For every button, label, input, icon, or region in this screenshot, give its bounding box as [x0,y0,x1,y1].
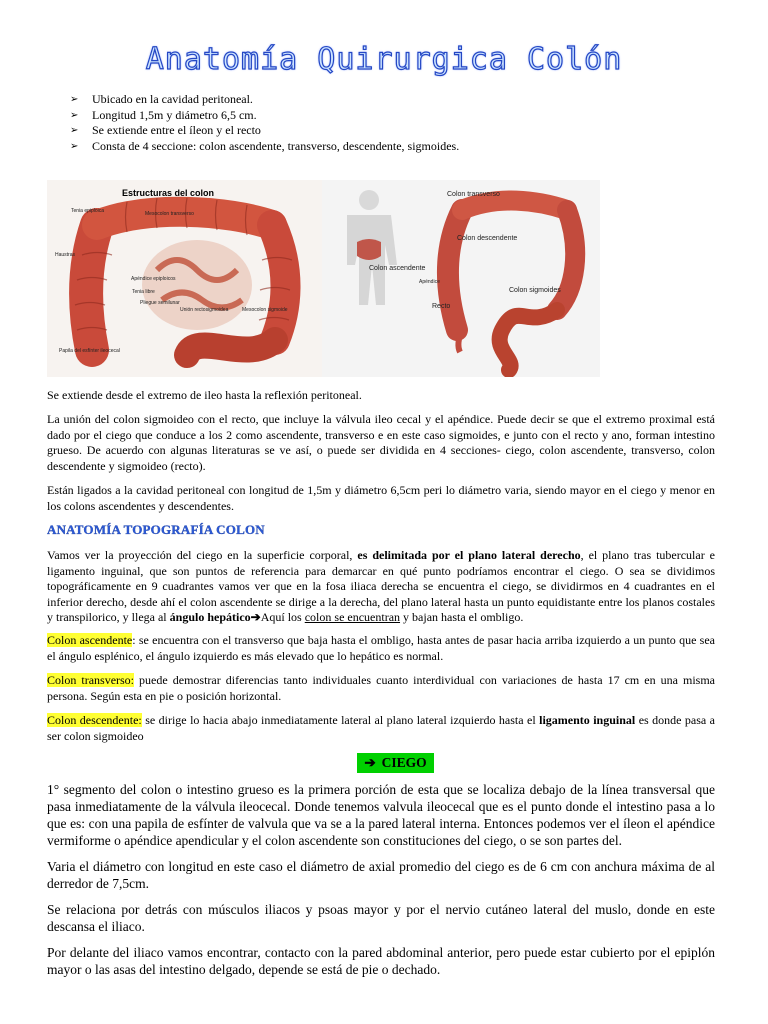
paragraph: Se relaciona por detrás con músculos iliacos y psoas mayor y por el nervio cutáneo lateral del muslo, donde en este descansa el iliaco. [47,902,715,934]
figure-label: Colon transverso [447,191,500,198]
figure-label: Unión rectosigmoidea [180,307,229,313]
document-title: Anatomía Quirurgica Colón [145,42,623,77]
arrow-bullet-icon: ➢ [70,109,79,121]
paragraph: Varia el diámetro con longitud en este caso el diámetro de axial promedio del ciego es de 6 cm con anchura máxima de al derredor de 7,5cm. [47,859,715,891]
highlighted-term: Colon descendente: [47,713,142,727]
arrow-bullet-icon: ➢ [70,125,79,136]
figure-label: Pliegue semilunar [140,300,180,306]
section-heading: ANATOMÍA TOPOGRAFÍA COLON [47,522,265,537]
right-arrow-icon: ➔ [250,610,261,624]
right-arrow-icon: ➔ [364,755,376,770]
figure-label: Colon sigmoides [509,287,561,294]
figure-label: Apéndice [419,279,440,285]
colon-illustration [47,180,600,377]
arrow-bullet-icon: ➢ [70,140,79,152]
figure-label: Tenia libre [132,289,155,295]
summary-bullet-list [70,92,459,154]
paragraph: Por delante del iliaco vamos encontrar, contacto con la pared abdominal anterior, pero puede estar cubierto por el epiplón mayor o las asas del intestino delgado, depende se está de pie o dechado. [47,945,715,977]
highlighted-term: Colon ascendente [47,633,133,647]
list-item: ➢ Se extiende entre el íleon y el recto [70,123,261,137]
colon-anatomy-figure [47,180,600,377]
figure-label: Apéndice epiploicos [131,276,176,282]
figure-label: Colon descendente [457,235,518,242]
highlighted-term: Colon transverso: [47,673,135,687]
ciego-heading: ➔ CIEGO [357,753,434,773]
list-item: ➢ Longitud 1,5m y diámetro 6,5 cm. [70,107,257,122]
figure-label: Mesocolon sigmoide [242,307,288,313]
paragraph: La unión del colon sigmoideo con el recto, que incluye la válvula ileo cecal y el apéndice. Puede decir se que el extremo proximal está dado por el ciego que conduce a los 2 como ascendente, transverso e en este caso sigmoides, e junto con el recto y ano, forman intestino grueso. De acuerdo con algunas literaturas se ve así, o puede ser dividida en 4 secciones- ciego, colon ascendente, transverso, colon descendente y sigmoideo (recto). [47,412,715,473]
list-item: ➢ Ubicado en la cavidad peritoneal. [70,92,253,106]
colon-transverso-paragraph: Colon transverso: puede demostrar diferencias tanto individuales cuanto interdividual con variaciones de hasta 17 cm en una misma persona. Según esta en pie o posición horizontal. [47,673,716,703]
arrow-bullet-icon: ➢ [70,94,79,105]
topography-paragraph: Vamos ver la proyección del ciego en la superficie corporal, es delimitada por el plano lateral derecho, el plano tras tubercular e ligamento inguinal, que son puntos de referencia para demarcar en qué punto podríamos encontrar el ciego. O sea se dividimos topográficamente en 9 cuadrantes vamos ver que en la fosa iliaca derecha se encuentra el ciego, se dividirmos en 4 cuadrantes en el inferior derecho, desde ahí el colon ascendente se dirige a la derecha, del plano lateral hasta un punto equidistante entre los planos costales y transpilorico, y llega al ángulo hepático➔Aquí los colon se encuentran y bajan hasta el ombligo. [47,548,715,624]
figure-label: Tenia epiploica [71,208,105,214]
paragraph: Se extiende desde el extremo de ileo hasta la reflexión peritoneal. [47,388,362,402]
figure-label: Haustras [55,252,76,258]
figure-label: Mesocolon transverso [145,211,194,217]
colon-ascendente-paragraph: Colon ascendente: se encuentra con el transverso que baja hasta el ombligo, hasta antes de pasar hacia arriba izquierdo a un punto que sea el ángulo esplénico, el ángulo izquierdo es más elevado que lo hepático es normal. [47,633,715,663]
paragraph: 1° segmento del colon o intestino grueso es la primera porción de esta que se localiza debajo de la línea transversal que pasa inmediatamente de la válvula ileocecal. Donde tenemos valvula ileocecal que es el punto donde el intestino pasa a lo que es: con una papila de esfínter de valvula que va se a la pared lateral interna. Entonces podemos ver el íleon el apéndice vermiforme o apéndice apendicular y el colon ascendente son constituciones del ciego, o se son partes del. [47,782,715,848]
figure-label: Colon ascendente [369,265,426,272]
paragraph: Están ligados a la cavidad peritoneal con longitud de 1,5m y diámetro 6,5cm peri lo diámetro varia, siendo mayor en el ciego y menor en los colons ascendentes y descendentes. [47,483,715,513]
figure-label: Recto [432,303,451,310]
figure-label: Papila del esfínter ileocecal [59,348,120,354]
list-item: ➢ Consta de 4 seccione: colon ascendente, transverso, descendente, sigmoides. [70,138,460,153]
figure-left-title: Estructuras del colon [122,188,215,198]
colon-descendente-paragraph: Colon descendente: se dirige lo hacia abajo inmediatamente lateral al plano lateral izquierdo hasta el ligamento inguinal es donde pasa a ser colon sigmoideo [47,713,715,743]
